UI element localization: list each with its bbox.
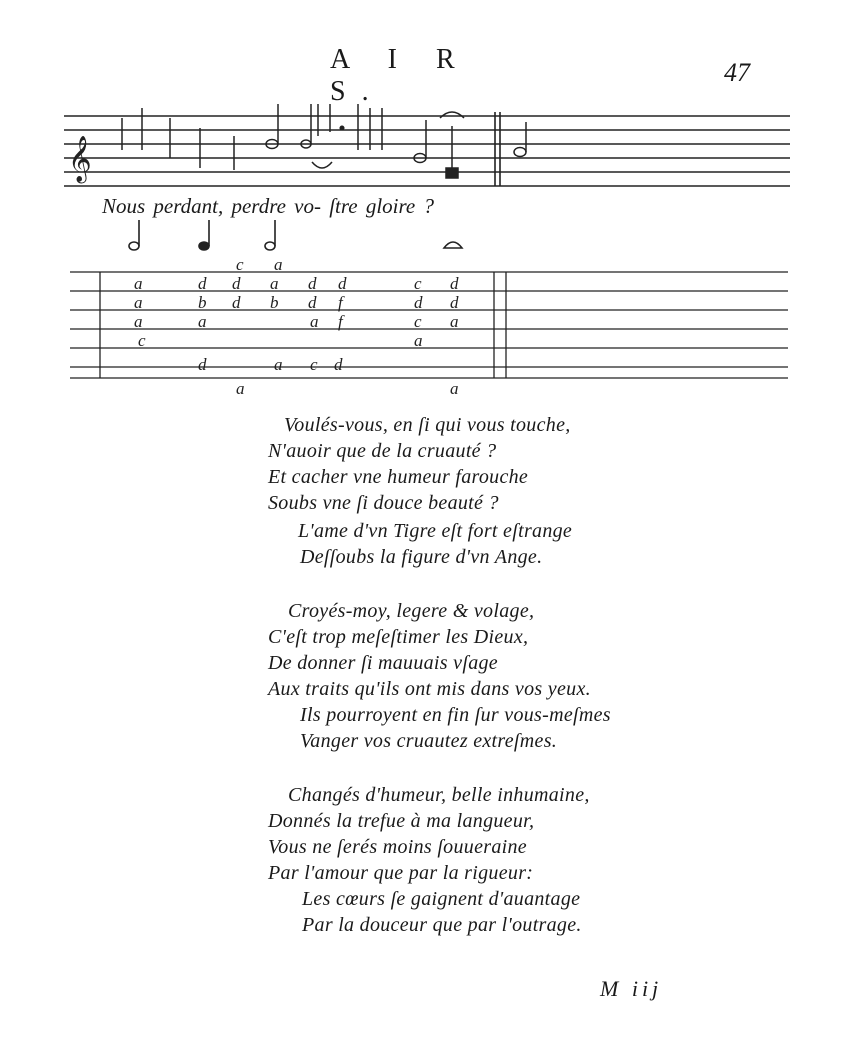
treble-clef-icon: 𝄞 <box>68 136 92 182</box>
tab-letter: d <box>414 293 423 312</box>
tab-letter: a <box>414 331 423 350</box>
tab-letter: a <box>134 274 143 293</box>
song-lyric: Nous perdant, perdre vo- ſtre gloire ? <box>102 194 434 218</box>
verse-line: Voulés-vous, en ſi qui vous touche, <box>284 414 571 436</box>
verse-line: L'ame d'vn Tigre eſt fort eſtrange <box>298 520 573 542</box>
tab-letter: d <box>338 274 347 293</box>
rhythm-signs <box>129 220 462 250</box>
verse-line: De donner ſi mauuais vſage <box>268 652 498 674</box>
page-title: A I R S. <box>330 44 471 107</box>
tab-letter: c <box>138 331 146 350</box>
tab-letter: d <box>198 274 207 293</box>
verse-line: Par la douceur que par l'outrage. <box>302 914 582 936</box>
tab-letter: d <box>308 274 317 293</box>
verse-line: Deſſoubs la figure d'vn Ange. <box>300 546 543 568</box>
verse-line: Aux traits qu'ils ont mis dans vos yeux. <box>268 678 591 700</box>
tab-letter: d <box>334 355 343 374</box>
tab-letter: b <box>198 293 207 312</box>
tab-letter: b <box>270 293 279 312</box>
tab-letter: a <box>134 293 143 312</box>
voice-staff <box>64 112 790 186</box>
tablature-staff <box>70 272 788 378</box>
tab-letter: d <box>450 274 459 293</box>
tab-letter: a <box>236 379 245 398</box>
voice-notes <box>122 104 526 178</box>
tab-letter: a <box>270 274 279 293</box>
verse-line: N'auoir que de la cruauté ? <box>268 440 497 462</box>
verse-line: Vous ne ſerés moins ſouueraine <box>268 836 527 858</box>
tab-letter: d <box>198 355 207 374</box>
tab-letter: a <box>310 312 319 331</box>
tab-letter: d <box>450 293 459 312</box>
verse-line: Soubs vne ſi douce beauté ? <box>268 492 499 514</box>
tab-letter: f <box>338 312 343 331</box>
verse-line: Donnés la trefue à ma langueur, <box>268 810 535 832</box>
tab-letter: a <box>274 355 283 374</box>
tab-letter: c <box>414 274 422 293</box>
tab-letter: a <box>198 312 207 331</box>
tab-letter: a <box>450 312 459 331</box>
tab-letter: c <box>310 355 318 374</box>
verse-line: C'eſt trop meſeſtimer les Dieux, <box>268 626 529 648</box>
tab-letter: f <box>338 293 343 312</box>
verse-line: Vanger vos cruautez extreſmes. <box>300 730 558 752</box>
tab-letter: a <box>450 379 459 398</box>
tab-letter: d <box>232 293 241 312</box>
tab-letter: d <box>308 293 317 312</box>
tab-letter: a <box>134 312 143 331</box>
verse-line: Par l'amour que par la rigueur: <box>268 862 534 884</box>
tablature-letters <box>134 255 459 398</box>
verse-line: Et cacher vne humeur farouche <box>268 466 529 488</box>
tab-letter: c <box>414 312 422 331</box>
tab-letter: d <box>232 274 241 293</box>
tab-letter: c <box>236 255 244 274</box>
verse-line: Ils pourroyent en fin ſur vous-meſmes <box>300 704 611 726</box>
verse-line: Changés d'humeur, belle inhumaine, <box>288 784 590 806</box>
tab-letter: a <box>274 255 283 274</box>
signature-mark: M iij <box>600 976 663 1001</box>
page-number: 47 <box>724 58 750 87</box>
verse-line: Croyés-moy, legere & volage, <box>288 600 535 622</box>
verse-line: Les cœurs ſe gaignent d'auantage <box>302 888 581 910</box>
